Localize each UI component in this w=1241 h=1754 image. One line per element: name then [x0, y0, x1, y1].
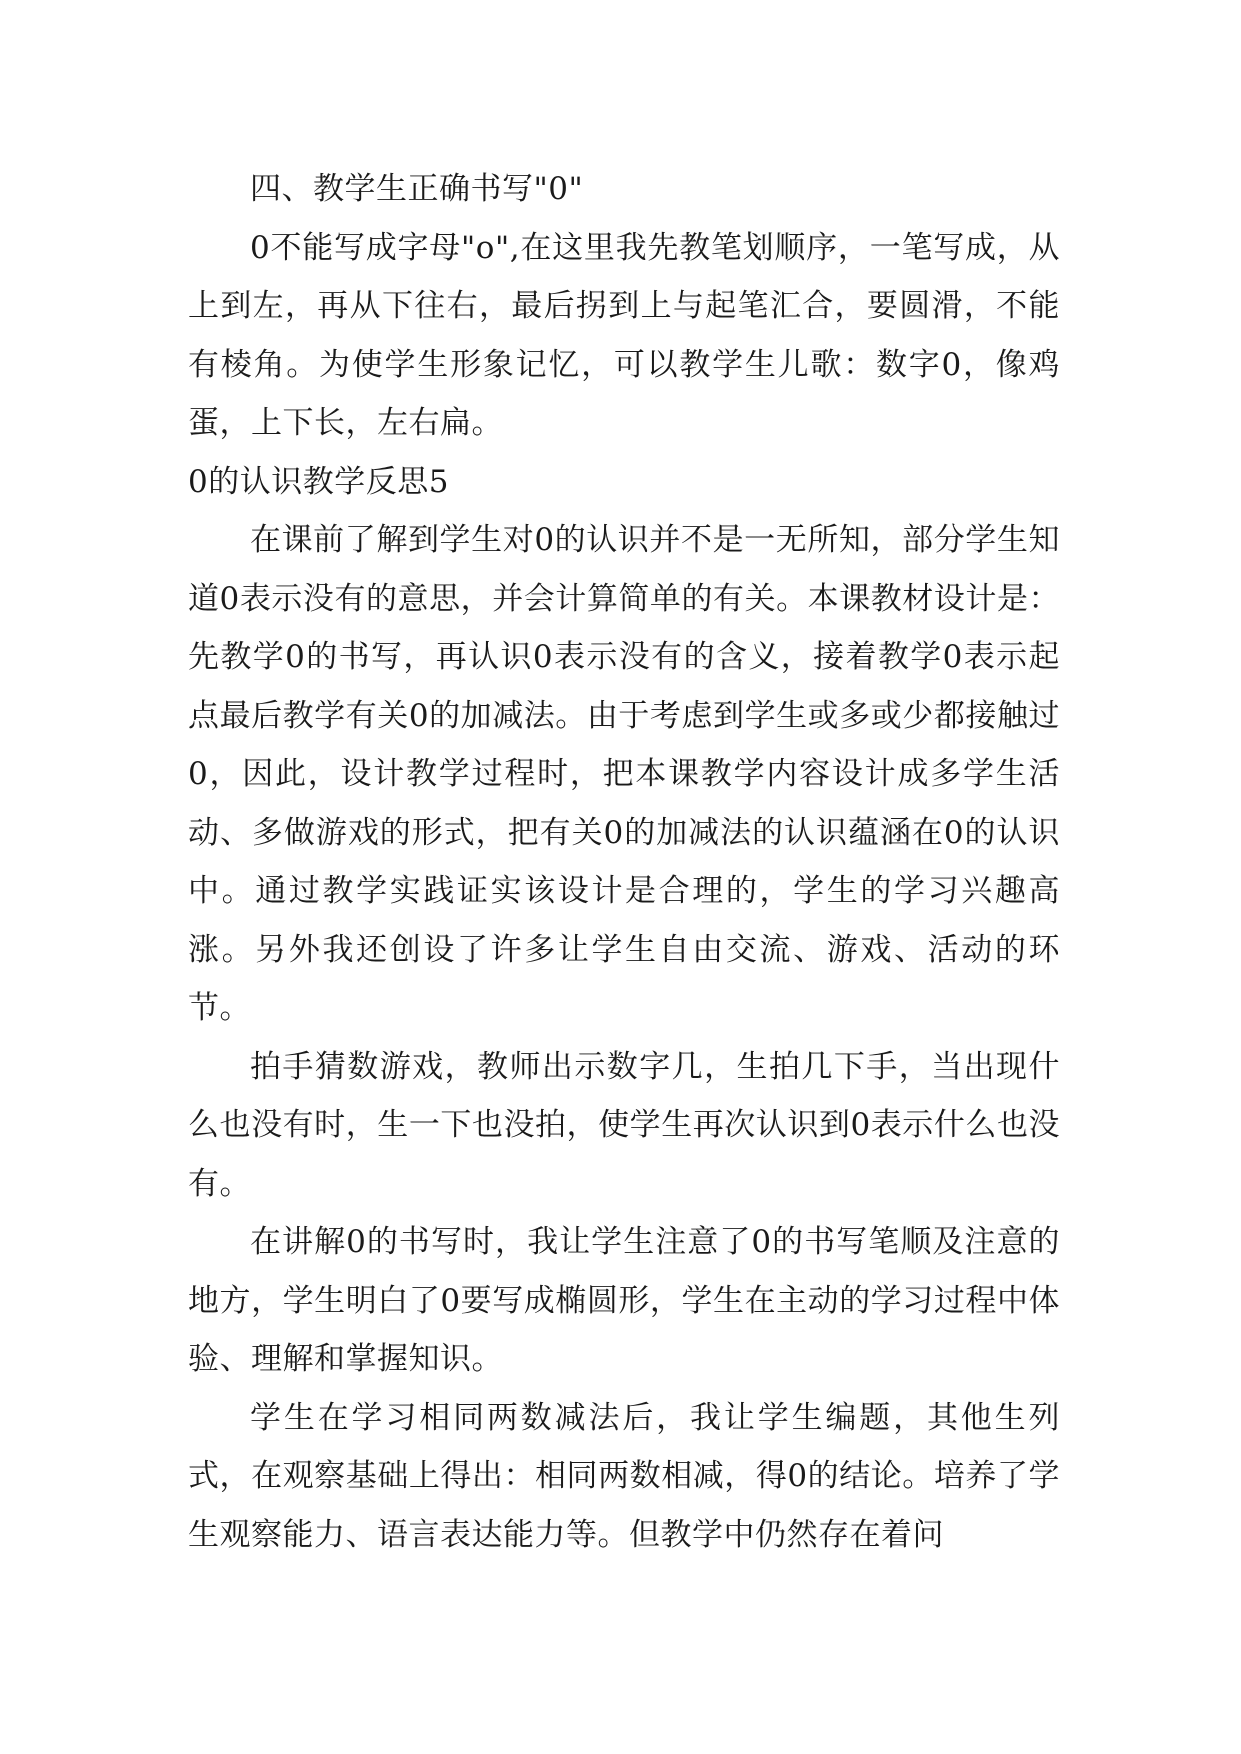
article-title: 0的认识教学反思5: [188, 463, 449, 500]
paragraph-subtraction: 学生在学习相同两数减法后，我让学生编题，其他生列式，在观察基础上得出：相同两数相减，得0的结论。培养了学生观察能力、语言表达能力等。但教学中仍然存在着问: [188, 1399, 1060, 1553]
paragraph-clapping-game: 拍手猜数游戏，教师出示数字几，生拍几下手，当出现什么也没有时，生一下也没拍，使学生再次认识到0表示什么也没有。: [188, 1048, 1060, 1202]
paragraph-writing-zero: 在讲解0的书写时，我让学生注意了0的书写笔顺及注意的地方，学生明白了0要写成椭圆形，学生在主动的学习过程中体验、理解和掌握知识。: [188, 1224, 1060, 1377]
paragraph-writing-instructions: 0不能写成字母"o",在这里我先教笔划顺序，一笔写成，从上到左，再从下往右，最后拐到上与起笔汇合，要圆滑，不能有棱角。为使学生形象记忆，可以教学生儿歌：数字0，像鸡蛋，上下长，左右扁。: [188, 229, 1060, 441]
section-heading-write-zero: 四、教学生正确书写"0": [250, 171, 584, 207]
document-body: [188, 160, 1060, 1564]
paragraph-lesson-design: 在课前了解到学生对0的认识并不是一无所知，部分学生知道0表示没有的意思，并会计算简单的有关。本课教材设计是：先教学0的书写，再认识0表示没有的含义，接着教学0表示起点最后教学有关0的加减法。由于考虑到学生或多或少都接触过0，因此，设计教学过程时，把本课教学内容设计成多学生活动、多做游戏的形式，把有关0的加减法的认识蕴涵在0的认识中。通过教学实践证实该设计是合理的，学生的学习兴趣高涨。另外我还创设了许多让学生自由交流、游戏、活动的环节。: [188, 522, 1060, 1026]
